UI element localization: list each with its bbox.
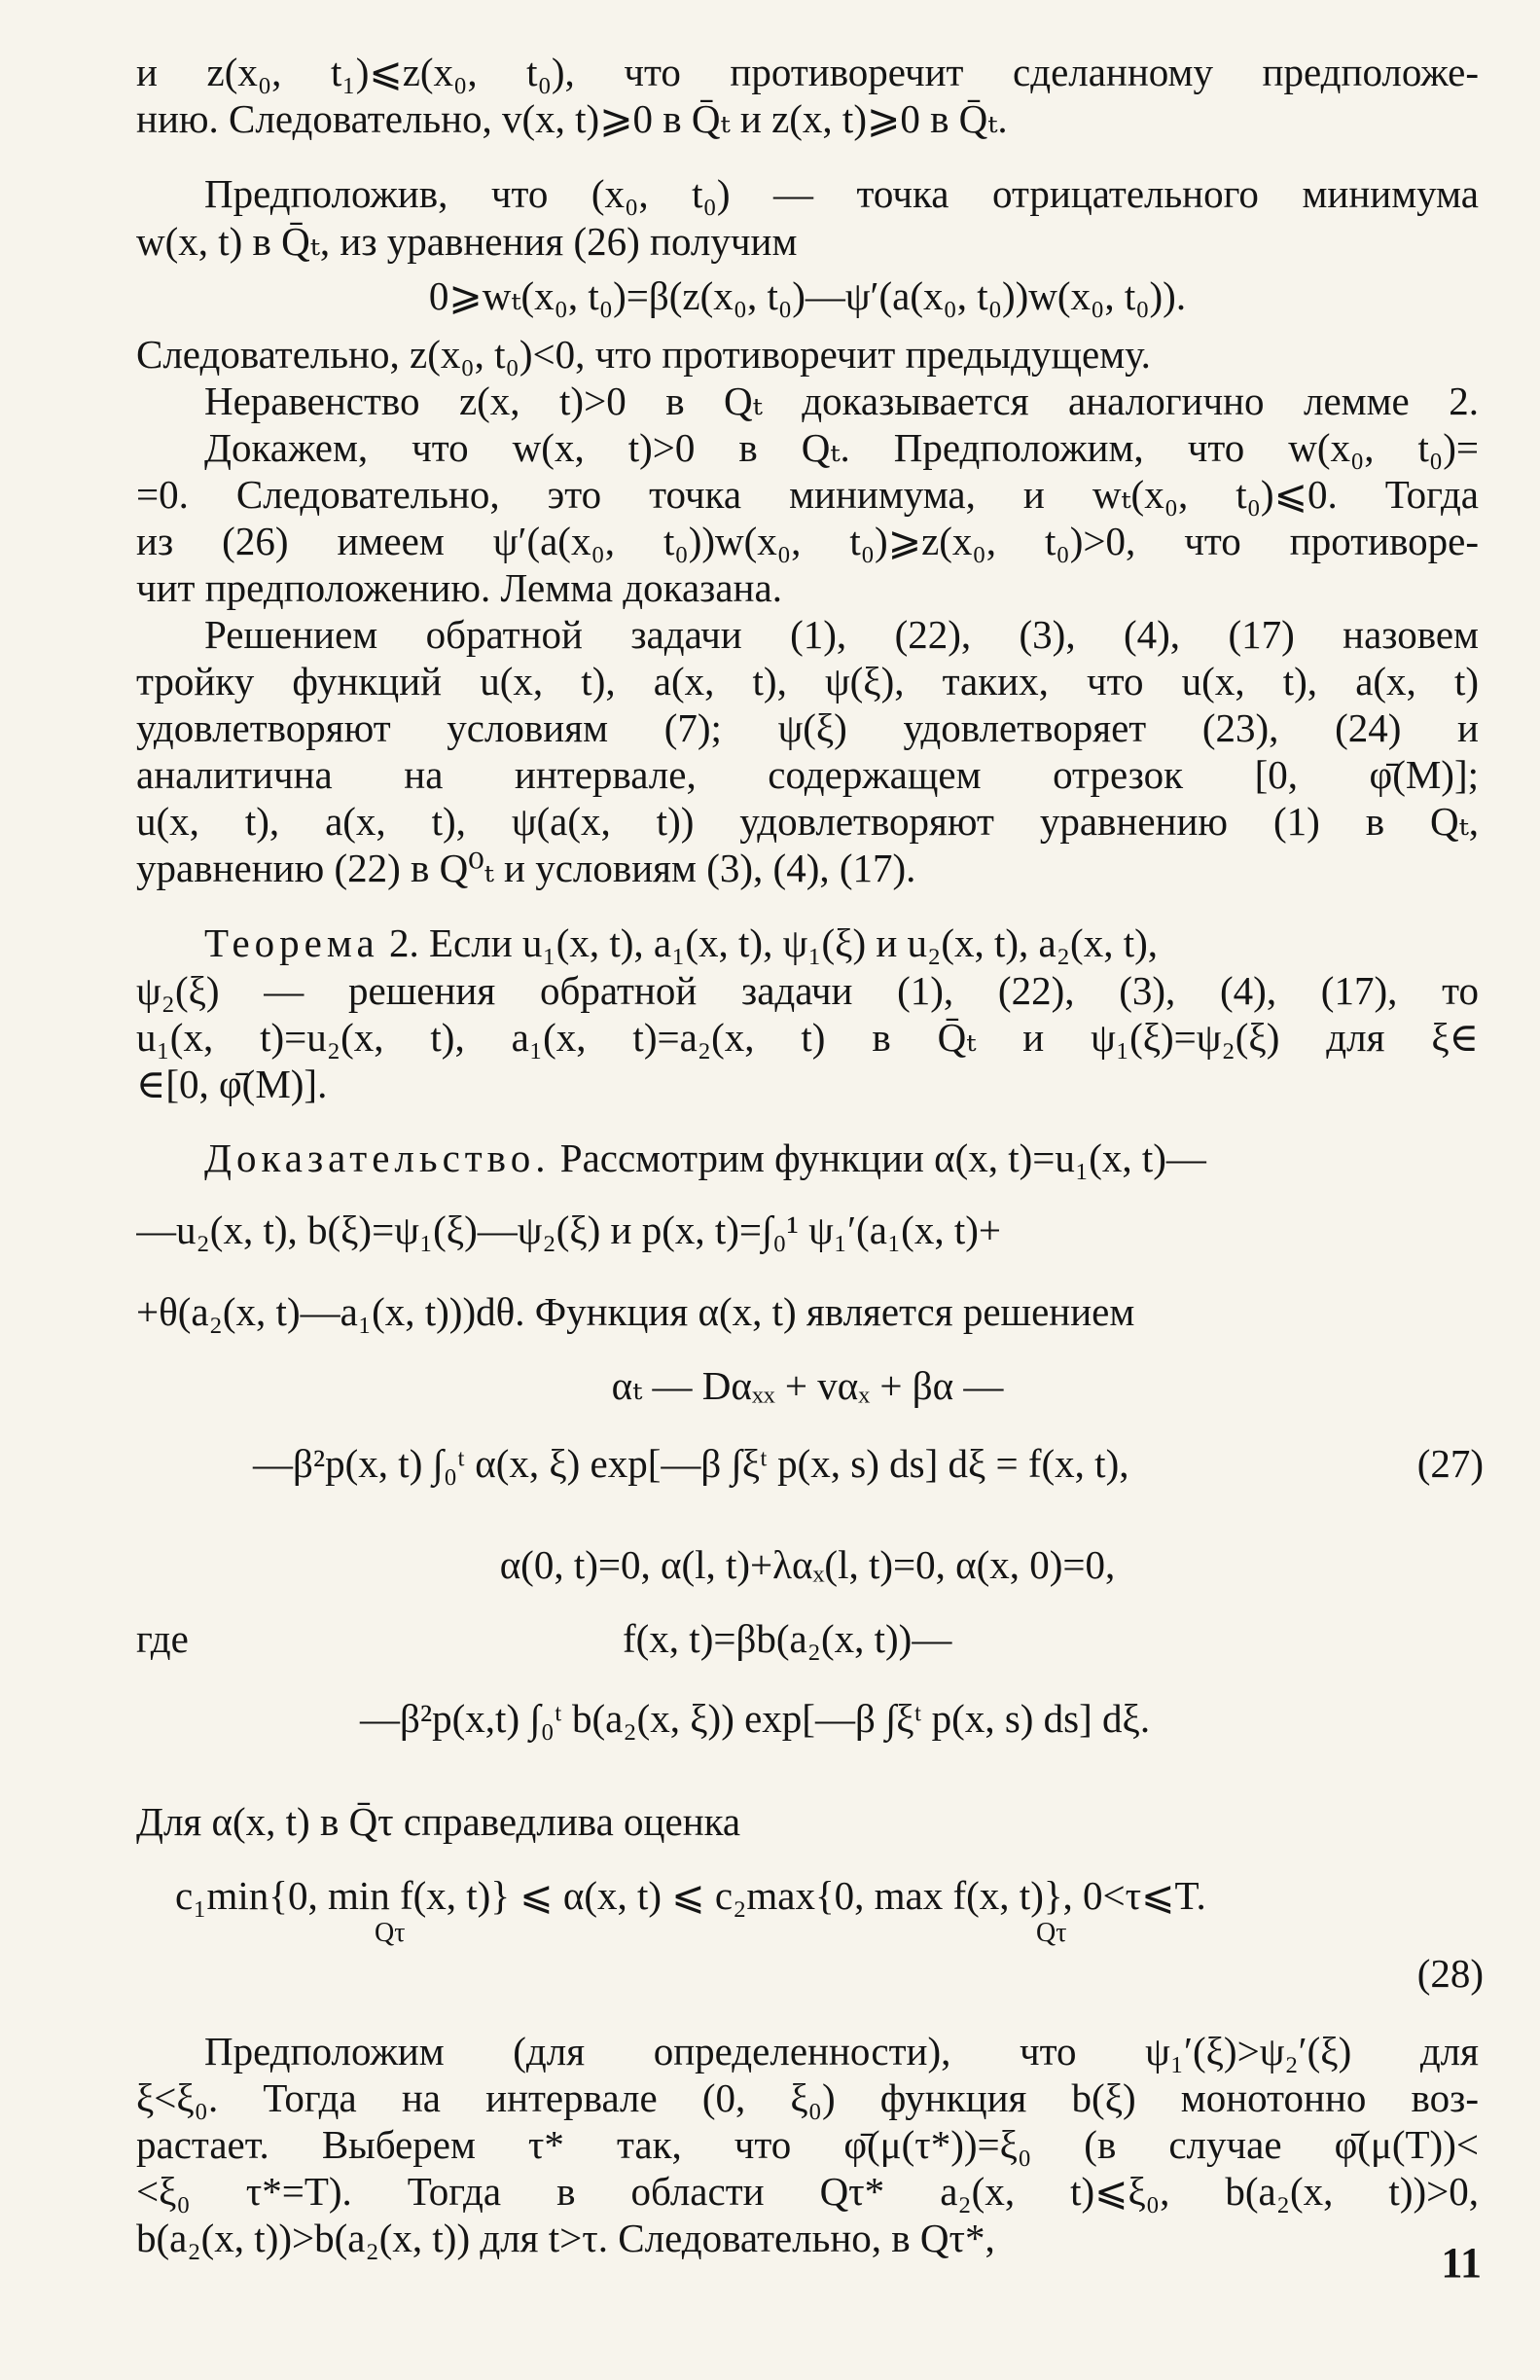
text-line: Следовательно, z(x₀, t₀)<0, что противоречит предыдущему. xyxy=(136,332,1151,377)
text-line: из (26) имеем ψ′(a(x₀, t₀))w(x₀, t₀)⩾z(x₀, t₀)>0, что противоре- xyxy=(136,519,1479,563)
theorem-line xyxy=(204,920,1479,967)
text-line: Для α(x, t) в Q̄τ справедлива оценка xyxy=(136,1799,741,1844)
text-line: b(a₂(x, t))>b(a₂(x, t)) для t>τ. Следовательно, в Qτ*, xyxy=(136,2216,995,2260)
text-line: Докажем, что w(x, t)>0 в Qₜ. Предположим, что w(x₀, t₀)= xyxy=(204,425,1479,470)
page-number: 11 xyxy=(1441,2239,1482,2287)
text-line: ∈[0, φ̄(M)]. xyxy=(136,1062,328,1106)
equation-line: 0⩾wₜ(x₀, t₀)=β(z(x₀, t₀)—ψ′(a(x₀, t₀))w(x₀, t₀)). xyxy=(428,273,1187,318)
text-line: аналитична на интервале, содержащем отрезок [0, φ̄(M)]; xyxy=(136,752,1479,797)
text-line: =0. Следовательно, это точка минимума, и wₜ(x₀, t₀)⩽0. Тогда xyxy=(136,472,1479,517)
text-line: нию. Следовательно, v(x, t)⩾0 в Q̄ₜ и z(x, t)⩾0 в Q̄ₜ. xyxy=(136,96,1008,141)
text-line: уравнению (22) в Q⁰ₜ и условиям (3), (4), (17). xyxy=(136,846,916,890)
equation-28-subscript: Qτ xyxy=(375,1918,406,1948)
boundary-conditions: α(0, t)=0, α(l, t)+λαₓ(l, t)=0, α(x, 0)=0, xyxy=(499,1542,1116,1587)
equation-28-subscript: Qτ xyxy=(1036,1918,1067,1948)
proof-line xyxy=(204,1135,1479,1182)
where-word: где xyxy=(136,1616,189,1661)
text-line: Предположим (для определенности), что ψ₁′(ξ)>ψ₂′(ξ) для xyxy=(204,2029,1479,2073)
text-line: удовлетворяют условиям (7); ψ(ξ) удовлетворяет (23), (24) и xyxy=(136,705,1479,750)
equation-number: (27) xyxy=(1416,1441,1484,1486)
text-line: Решением обратной задачи (1), (22), (3), (4), (17) назовем xyxy=(204,612,1479,657)
equation-27-line2: —β²p(x, t) ∫₀ᵗ α(x, ξ) exp[—β ∫ξᵗ p(x, s) ds] dξ = f(x, t), xyxy=(253,1441,1129,1486)
text-line: Предположив, что (x₀, t₀) — точка отрицательного минимума xyxy=(204,171,1479,216)
theorem-text: 2. Если u₁(x, t), a₁(x, t), ψ₁(ξ) и u₂(x, t), a₂(x, t), xyxy=(389,920,1158,965)
text-line: ψ₂(ξ) — решения обратной задачи (1), (22), (3), (4), (17), то xyxy=(136,968,1479,1013)
equation-number: (28) xyxy=(1416,1951,1484,1996)
text-line: +θ(a₂(x, t)—a₁(x, t)))dθ. Функция α(x, t) является решением xyxy=(136,1289,1135,1334)
equation-27-line1: αₜ — Dαₓₓ + vαₓ + βα — xyxy=(611,1363,1004,1408)
f-definition-line2: —β²p(x,t) ∫₀ᵗ b(a₂(x, ξ)) exp[—β ∫ξᵗ p(x, s) ds] dξ. xyxy=(360,1696,1151,1741)
text-line: и z(x₀, t₁)⩽z(x₀, t₀), что противоречит сделанному предположе- xyxy=(136,50,1479,94)
text-line: растает. Выберем τ* так, что φ̄(μ(τ*))=ξ₀ (в случае φ̄(μ(T))< xyxy=(136,2122,1479,2167)
text-line: Неравенство z(x, t)>0 в Qₜ доказывается аналогично лемме 2. xyxy=(204,379,1479,423)
text-line: ξ<ξ₀. Тогда на интервале (0, ξ₀) функция b(ξ) монотонно воз- xyxy=(136,2075,1479,2120)
text-line: тройку функций u(x, t), a(x, t), ψ(ξ), таких, что u(x, t), a(x, t) xyxy=(136,659,1479,703)
text-line: <ξ₀ τ*=T). Тогда в области Qτ* a₂(x, t)⩽ξ₀, b(a₂(x, t))>0, xyxy=(136,2169,1479,2214)
f-definition-line1: f(x, t)=βb(a₂(x, t))— xyxy=(623,1616,952,1661)
text-line: w(x, t) в Q̄ₜ, из уравнения (26) получим xyxy=(136,219,798,264)
proof-label: Доказательство. xyxy=(204,1136,551,1180)
proof-text: Рассмотрим функции α(x, t)=u₁(x, t)— xyxy=(559,1136,1206,1180)
equation-28: c₁min{0, min f(x, t)} ⩽ α(x, t) ⩽ c₂max{0, max f(x, t)}, 0<τ⩽T. xyxy=(175,1873,1206,1918)
text-line: —u₂(x, t), b(ξ)=ψ₁(ξ)—ψ₂(ξ) и p(x, t)=∫₀¹ ψ₁′(a₁(x, t)+ xyxy=(136,1208,1002,1252)
text-line: u(x, t), a(x, t), ψ(a(x, t)) удовлетворяют уравнению (1) в Qₜ, xyxy=(136,799,1479,844)
text-line: чит предположению. Лемма доказана. xyxy=(136,565,782,610)
theorem-label: Теорема xyxy=(204,920,379,965)
text-line: u₁(x, t)=u₂(x, t), a₁(x, t)=a₂(x, t) в Q̄ₜ и ψ₁(ξ)=ψ₂(ξ) для ξ∈ xyxy=(136,1015,1479,1060)
